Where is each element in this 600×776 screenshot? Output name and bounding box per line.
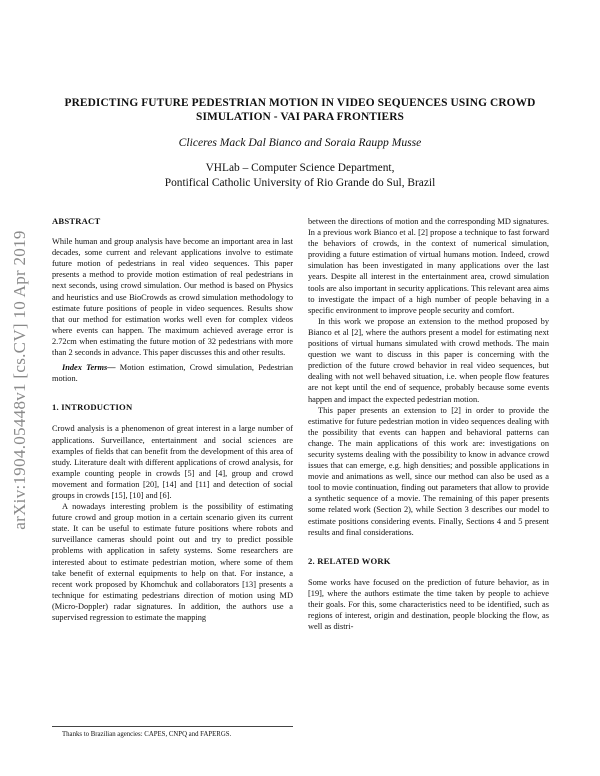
arxiv-sidebar [2, 200, 38, 560]
abstract-text: While human and group analysis have become an important area in last decades, some current and relevant applications involve to estimate future motion of pedestrians in real video sequences. This paper presents a method to provide motion estimation of real pedestrians in next seconds, using crowd simulation. Our method is based on Physics and heuristics and use BioCrowds as crowd simulation methodology to estimate future positions of people in video sequences. Results show that our method for estimation works well even for complex videos where events can happen. The maximum achieved average error is 2.72cm when estimating the future motion of 32 pedestrians with more than 2 seconds in advance. This paper discusses this and other results. [52, 237, 293, 358]
affiliation [60, 161, 540, 191]
introduction-heading: 1. INTRODUCTION [52, 402, 133, 413]
related-work-heading: 2. RELATED WORK [308, 555, 391, 566]
left-column [52, 216, 293, 623]
affiliation-line-2: Pontifical Catholic University of Rio Grande do Sul, Brazil [164, 177, 436, 189]
related-paragraph-1: Some works have focused on the prediction of future behavior, as in [19], where the authors estimate the time taken by people to achieve their goals. For this, some characteristics need to be identified, such as regions of interest, origin and destination, people blocking the flow, as well as distri- [308, 577, 549, 632]
paper-authors: Cliceres Mack Dal Bianco and Soraia Raupp Musse [178, 136, 422, 149]
intro-paragraph-2: A nowadays interesting problem is the possibility of estimating future crowd and group motion in a certain scenario given its current state. It can be useful to estimate future positions where robots and surveillance cameras should point out and try to predict possible problems with application in safety systems. Some researchers are interested about to estimate pedestrian motion, where some of them take benefit of external equipments to help on that. For instance, a recent work proposed by Khomchuk and collaborators [13] presents a technique for estimating pedestrians direction of motion using MD (Micro-Doppler) radar signatures. In addition, the authors use a supervised regression to estimate the mapping [52, 502, 293, 622]
intro-paragraph-3: between the directions of motion and the corresponding MD signatures. In a previous work Bianco et al. [2] propose a technique to fast forward the behaviors of crowds, in the context of numerical simulation, providing a future estimation of virtual humans motion. Indeed, crowd simulation has been investigated in many applications over the last years. Despite all interest in the entertainment area, crowd simulation tools are also important in security applications. This relevant area aims to investigate the impact of a high number of people behaving in a specific environment to improve people security and comfort. [308, 217, 549, 315]
intro-paragraph-4: In this work we propose an extension to the method proposed by Bianco et al [2], where the authors present a model for estimating next positions of virtual humans simulated with crowd methods. The main question we want to discuss in this paper is concerning with the prediction of the future crowd behavior in real video sequences, but dealing with not well behaved situation, i.e. when people flow features are not kept until the end of sequence, probably because some events happen and impact the expected pedestrian motion. [308, 316, 549, 404]
index-terms [52, 362, 293, 384]
footnote: Thanks to Brazilian agencies: CAPES, CNPQ and FAPERGS. [52, 726, 293, 739]
intro-paragraph-1: Crowd analysis is a phenomenon of great interest in a large number of applications. Surveillance, entertainment and social sciences are examples of fields that can benefit from the development of this area of study. Literature dealt with different applications of crowd analysis, for example counting people in crowds [5] and [4], group and crowd movement and formation [20], [14] and [11] and detection of social groups in crowds [15], [10] and [6]. [52, 424, 293, 500]
affiliation-line-1: VHLab – Computer Science Department, [205, 162, 395, 174]
abstract-heading: ABSTRACT [52, 216, 101, 226]
paper-title: PREDICTING FUTURE PEDESTRIAN MOTION IN VIDEO SEQUENCES USING CROWD SIMULATION - VAI PARA FRONTIERS [64, 97, 536, 123]
intro-paragraph-5: This paper presents an extension to [2] in order to provide the estimative for future pedestrian motion in video sequences dealing with the possibility that events can happen and behavioral patterns can change. The main applications of this work are: investigations on security systems dealing with the possibility to know in advance crowd issues that can emerge, e.g. high densities; and possible applications in movie and animations as well, since our method can also be used as a tool to movie continuation, finding out parameters that allow to provide a synthetic sequence of a movie. The remaining of this paper presents some related work (Section 2), while Section 3 describes our model to estimate positions considering events. Finally, Sections 4 and 5 present results and final considerations. [308, 405, 549, 537]
index-terms-label: Index Terms— [62, 363, 116, 373]
index-terms-text: Motion estimation, Crowd simulation, Pedestrian motion. [52, 363, 293, 384]
arxiv-identifier: arXiv:1904.05448v1 [cs.CV] 10 Apr 2019 [10, 230, 29, 530]
right-column [308, 216, 549, 632]
